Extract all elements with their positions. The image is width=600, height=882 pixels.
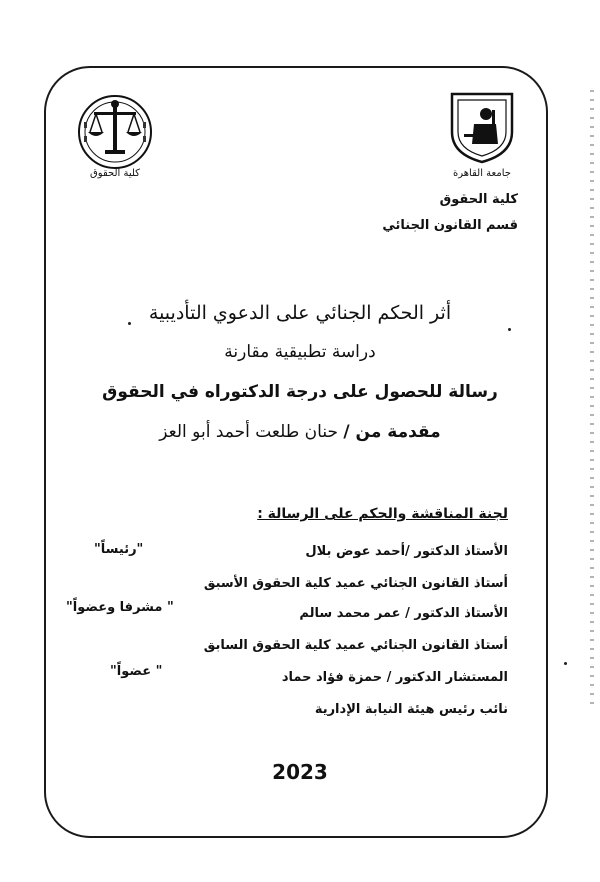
committee-member-name: الأستاذ الدكتور /أحمد عوض بلال (305, 544, 508, 559)
cairo-university-emblem-icon (442, 88, 522, 180)
scan-speck (128, 322, 131, 325)
committee-member-role: " مشرفا وعضواً" (66, 600, 174, 615)
committee-member-position: أستاذ القانون الجنائي عميد كلية الحقوق الأسبق (203, 576, 508, 591)
author-label: مقدمة من / (343, 422, 441, 442)
faculty-emblem-caption: كلية الحقوق (90, 168, 140, 179)
thesis-degree: رسالة للحصول على درجة الدكتوراه في الحقوق (102, 382, 498, 402)
department-name: قسم القانون الجنائي (382, 218, 518, 233)
scan-speck (564, 662, 567, 665)
scan-speck (508, 328, 511, 331)
thesis-title: أثر الحكم الجنائي على الدعوي التأديبية (148, 302, 452, 324)
year: 2023 (272, 760, 328, 784)
committee-member-name: المستشار الدكتور / حمزة فؤاد حماد (281, 670, 508, 685)
committee-member-position: أستاذ القانون الجنائي عميد كلية الحقوق السابق (203, 638, 508, 653)
thesis-subtitle: دراسة تطبيقية مقارنة (224, 342, 376, 362)
author-name: حنان طلعت أحمد أبو العز (159, 422, 338, 442)
committee-heading: لجنة المناقشة والحكم على الرسالة : (257, 506, 508, 522)
faculty-name: كلية الحقوق (439, 192, 518, 207)
thesis-author (0, 422, 600, 442)
university-emblem-caption: جامعة القاهرة (453, 168, 511, 179)
committee-member-position: نائب رئيس هيئة النيابة الإدارية (314, 702, 508, 717)
committee-member-role: " عضواً" (110, 664, 163, 679)
committee-member-role: "رئيساً" (94, 542, 144, 557)
committee-member-name: الأستاذ الدكتور / عمر محمد سالم (299, 606, 508, 621)
faculty-of-law-emblem-icon (70, 92, 160, 182)
